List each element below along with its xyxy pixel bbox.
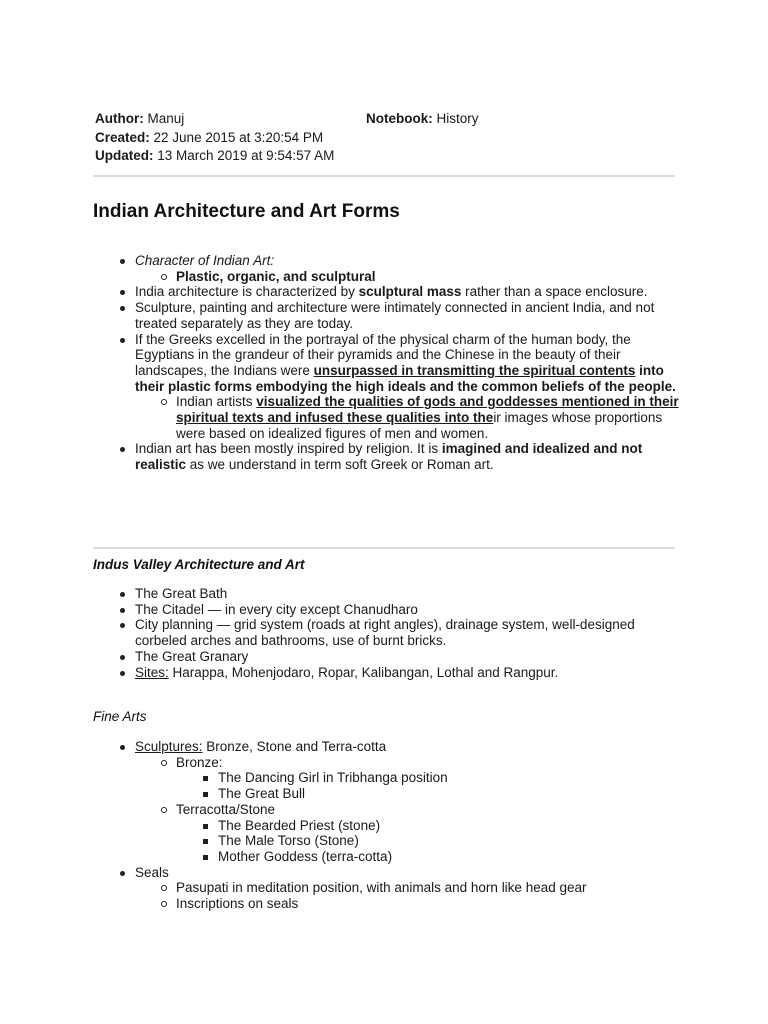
text-span: Indian art has been mostly inspired by religion. It is [135, 441, 442, 457]
list-item: City planning — grid system (roads at right angles), drainage system, well-designed corbeled arches and bathrooms, use of burnt bricks. [135, 617, 680, 648]
notebook-label: Notebook: [366, 111, 433, 126]
list-item: The Great Granary [135, 649, 680, 665]
seals-label: Seals [135, 864, 169, 880]
meta-row-author [95, 111, 695, 130]
sublist [176, 880, 680, 911]
sublist [218, 770, 680, 801]
divider-middle [93, 547, 675, 549]
list-item: The Citadel — in every city except Chanudharo [135, 602, 680, 618]
author-value: Manuj [147, 111, 185, 126]
list-item: Pasupati in meditation position, with animals and horn like head gear [176, 880, 680, 896]
sublist [176, 755, 680, 865]
list-item [176, 802, 680, 865]
fine-arts-heading: Fine Arts [93, 709, 147, 724]
sublist [176, 394, 680, 441]
list-item: The Bearded Priest (stone) [218, 818, 680, 834]
author-field [95, 111, 184, 126]
fine-arts-list [135, 739, 680, 912]
list-item: Mother Goddess (terra-cotta) [218, 849, 680, 865]
bold-span: into their plastic forms embodying the high ideals and the common beliefs of the people. [135, 362, 676, 394]
list-item [176, 755, 680, 802]
bronze-label: Bronze: [176, 754, 223, 770]
text-span: Sculpture, painting and architecture were intimately connected in ancient India, and not treated separately as they are today. [135, 300, 655, 331]
text-span: If the Greeks excelled in the portrayal of the physical charm of the human body, the Egyptians in the grandeur of their pyramids and the Chinese in the beauty of their landscapes, the Indians were [135, 331, 631, 378]
updated-label: Updated: [95, 148, 154, 164]
character-label: Character of Indian Art: [135, 253, 275, 268]
author-label: Author: [95, 111, 144, 126]
sites-value: Harappa, Mohenjodaro, Ropar, Kalibangan, Lothal and Rangpur. [168, 664, 559, 680]
list-item: The Male Torso (Stone) [218, 833, 680, 849]
list-item [176, 269, 680, 285]
list-item [135, 300, 680, 331]
sculptures-label: Sculptures: [135, 739, 203, 754]
divider-top [93, 175, 675, 177]
text-span: rather than a space enclosure. [461, 284, 648, 300]
list-item [135, 332, 680, 442]
list-item [176, 394, 680, 441]
sublist [218, 818, 680, 865]
list-item: The Dancing Girl in Tribhanga position [218, 770, 680, 786]
bold-span: imagined and idealized and not realistic [135, 441, 643, 473]
terracotta-label: Terracotta/Stone [176, 801, 276, 817]
list-item [135, 665, 680, 681]
meta-row-updated [95, 148, 695, 167]
notebook-field [366, 111, 479, 127]
meta-row-created [95, 130, 695, 149]
list-item: The Great Bull [218, 786, 680, 802]
text-span: as we understand in term soft Greek or Roman art. [186, 457, 494, 473]
created-label: Created: [95, 129, 150, 145]
notebook-value: History [436, 111, 479, 126]
list-item [135, 284, 680, 300]
character-value: Plastic, organic, and sculptural [176, 268, 376, 284]
created-value: 22 June 2015 at 3:20:54 PM [153, 129, 324, 145]
list-item [135, 253, 680, 284]
bold-span: sculptural mass [358, 284, 462, 300]
art-character-list [135, 253, 680, 473]
list-item [135, 739, 680, 865]
list-item: The Great Bath [135, 586, 680, 602]
bold-underline-span: visualized the qualities of gods and goddesses mentioned in their spiritual texts and infused these qualities into the [176, 394, 679, 426]
page-title: Indian Architecture and Art Forms [93, 201, 400, 222]
text-span: India architecture is characterized by [135, 284, 359, 300]
updated-value: 13 March 2019 at 9:54:57 AM [157, 148, 335, 164]
list-item [135, 865, 680, 912]
indus-valley-list [135, 586, 680, 680]
bold-underline-span: unsurpassed in transmitting the spiritual contents [313, 362, 636, 378]
indus-valley-heading: Indus Valley Architecture and Art [93, 557, 305, 572]
sites-label: Sites: [135, 664, 169, 680]
text-span: Indian artists [176, 394, 257, 410]
list-item [135, 441, 680, 472]
list-item: Inscriptions on seals [176, 896, 680, 912]
sublist [176, 269, 680, 285]
note-metadata [95, 111, 695, 167]
sculptures-value: Bronze, Stone and Terra-cotta [202, 739, 387, 754]
text-span: ir images whose proportions were based on idealized figures of men and women. [176, 410, 663, 441]
